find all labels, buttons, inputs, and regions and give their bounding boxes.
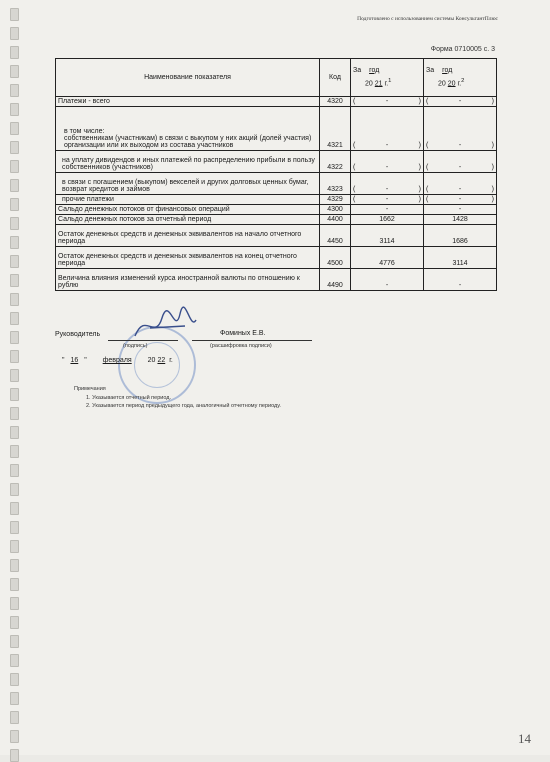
row-current: ( - )	[351, 97, 424, 107]
table-row	[56, 107, 497, 151]
table-row	[56, 205, 497, 215]
row-current: ( - )	[351, 173, 424, 195]
row-code: 4300	[320, 205, 351, 215]
binding-hole	[10, 445, 19, 458]
row-current: -	[351, 269, 424, 291]
table-row	[56, 225, 497, 247]
binding-hole	[10, 84, 19, 97]
binding-hole	[10, 8, 19, 21]
row-previous: ( - )	[424, 107, 497, 151]
binding-hole	[10, 654, 19, 667]
notes-title: Примечания	[74, 386, 106, 392]
row-name: в связи с погашением (выкупом) векселей и других долговых ценных бумаг, возврат кредитов и займов	[56, 173, 320, 195]
row-current: ( - )	[351, 195, 424, 205]
form-number: Форма 0710005 с. 3	[430, 46, 495, 53]
table-row	[56, 215, 497, 225]
binding-hole	[10, 578, 19, 591]
header-previous: За год 20 20 г.$^2$	[424, 59, 497, 97]
row-name: в том числе: собственникам (участникам) в связи с выкупом у них акций (долей участия) организации или их выходом из состава участников	[56, 107, 320, 151]
row-previous: -	[424, 269, 497, 291]
binding-hole	[10, 293, 19, 306]
binding-hole	[10, 65, 19, 78]
binding-hole	[10, 103, 19, 116]
binding-hole	[10, 198, 19, 211]
binding-hole	[10, 369, 19, 382]
binding-hole	[10, 521, 19, 534]
binding-hole	[10, 597, 19, 610]
binding-hole	[10, 540, 19, 553]
binding-hole	[10, 388, 19, 401]
binding-hole	[10, 27, 19, 40]
binding-hole	[10, 407, 19, 420]
binding-hole	[10, 217, 19, 230]
binding-hole	[10, 122, 19, 135]
row-code: 4321	[320, 107, 351, 151]
row-code: 4323	[320, 173, 351, 195]
binding-hole	[10, 559, 19, 572]
name-line	[192, 340, 312, 341]
binding-hole	[10, 502, 19, 515]
header-current: За год 20 21 г.$^1$	[351, 59, 424, 97]
table-row	[56, 173, 497, 195]
table-row	[56, 195, 497, 205]
binding-hole	[10, 711, 19, 724]
binding-hole	[10, 483, 19, 496]
table-row	[56, 247, 497, 269]
row-previous: ( - )	[424, 151, 497, 173]
table-row	[56, 269, 497, 291]
row-name: на уплату дивидендов и иных платежей по распределению прибыли в пользу собственников (участников)	[56, 151, 320, 173]
consultant-note: Подготовлено с использованием системы КонсультантПлюс	[357, 16, 498, 22]
binding-hole	[10, 673, 19, 686]
row-name: прочие платежи	[56, 195, 320, 205]
table-row	[56, 151, 497, 173]
row-current: -	[351, 205, 424, 215]
binding-hole	[10, 749, 19, 762]
signature-date: " 16 " февраля 20 22 г.	[62, 357, 173, 364]
row-code: 4320	[320, 97, 351, 107]
row-previous: ( - )	[424, 173, 497, 195]
row-current: 4776	[351, 247, 424, 269]
row-current: ( - )	[351, 151, 424, 173]
binding-hole	[10, 692, 19, 705]
binding-hole	[10, 331, 19, 344]
signature-line	[108, 340, 178, 341]
signature-name: Фоминых Е.В.	[220, 330, 266, 337]
binding-holes	[0, 0, 30, 755]
row-code: 4490	[320, 269, 351, 291]
binding-hole	[10, 312, 19, 325]
page-mark: 14	[518, 731, 531, 746]
binding-hole	[10, 426, 19, 439]
row-previous: ( - )	[424, 195, 497, 205]
row-current: ( - )	[351, 107, 424, 151]
row-name: Величина влияния изменений курса иностранной валюты по отношению к рублю	[56, 269, 320, 291]
binding-hole	[10, 255, 19, 268]
row-code: 4500	[320, 247, 351, 269]
row-name: Остаток денежных средств и денежных эквивалентов на начало отчетного периода	[56, 225, 320, 247]
row-previous: 1428	[424, 215, 497, 225]
row-current: 3114	[351, 225, 424, 247]
binding-hole	[10, 464, 19, 477]
row-name: Сальдо денежных потоков от финансовых операций	[56, 205, 320, 215]
binding-hole	[10, 274, 19, 287]
binding-hole	[10, 730, 19, 743]
note-1: 1. Указывается отчетный период.	[86, 395, 172, 401]
binding-hole	[10, 46, 19, 59]
row-name: Платежи - всего	[56, 97, 320, 107]
row-code: 4450	[320, 225, 351, 247]
row-previous: ( - )	[424, 97, 497, 107]
binding-hole	[10, 635, 19, 648]
table-header-row	[56, 59, 497, 97]
row-code: 4400	[320, 215, 351, 225]
cashflow-table	[55, 58, 497, 291]
header-name: Наименование показателя	[56, 59, 320, 97]
name-caption: (расшифровка подписи)	[210, 343, 272, 349]
row-previous: 1686	[424, 225, 497, 247]
row-previous: -	[424, 205, 497, 215]
table-row	[56, 97, 497, 107]
row-name: Остаток денежных средств и денежных эквивалентов на конец отчетного периода	[56, 247, 320, 269]
header-code: Код	[320, 59, 351, 97]
binding-hole	[10, 179, 19, 192]
row-name: Сальдо денежных потоков за отчетный период	[56, 215, 320, 225]
binding-hole	[10, 350, 19, 363]
binding-hole	[10, 616, 19, 629]
binding-hole	[10, 160, 19, 173]
signature-role: Руководитель	[55, 331, 101, 338]
note-2: 2. Указывается период предыдущего года, аналогичный отчетному периоду.	[86, 403, 281, 409]
row-code: 4322	[320, 151, 351, 173]
signature-caption: (подпись)	[123, 343, 148, 349]
binding-hole	[10, 141, 19, 154]
row-code: 4329	[320, 195, 351, 205]
row-previous: 3114	[424, 247, 497, 269]
row-current: 1662	[351, 215, 424, 225]
binding-hole	[10, 236, 19, 249]
